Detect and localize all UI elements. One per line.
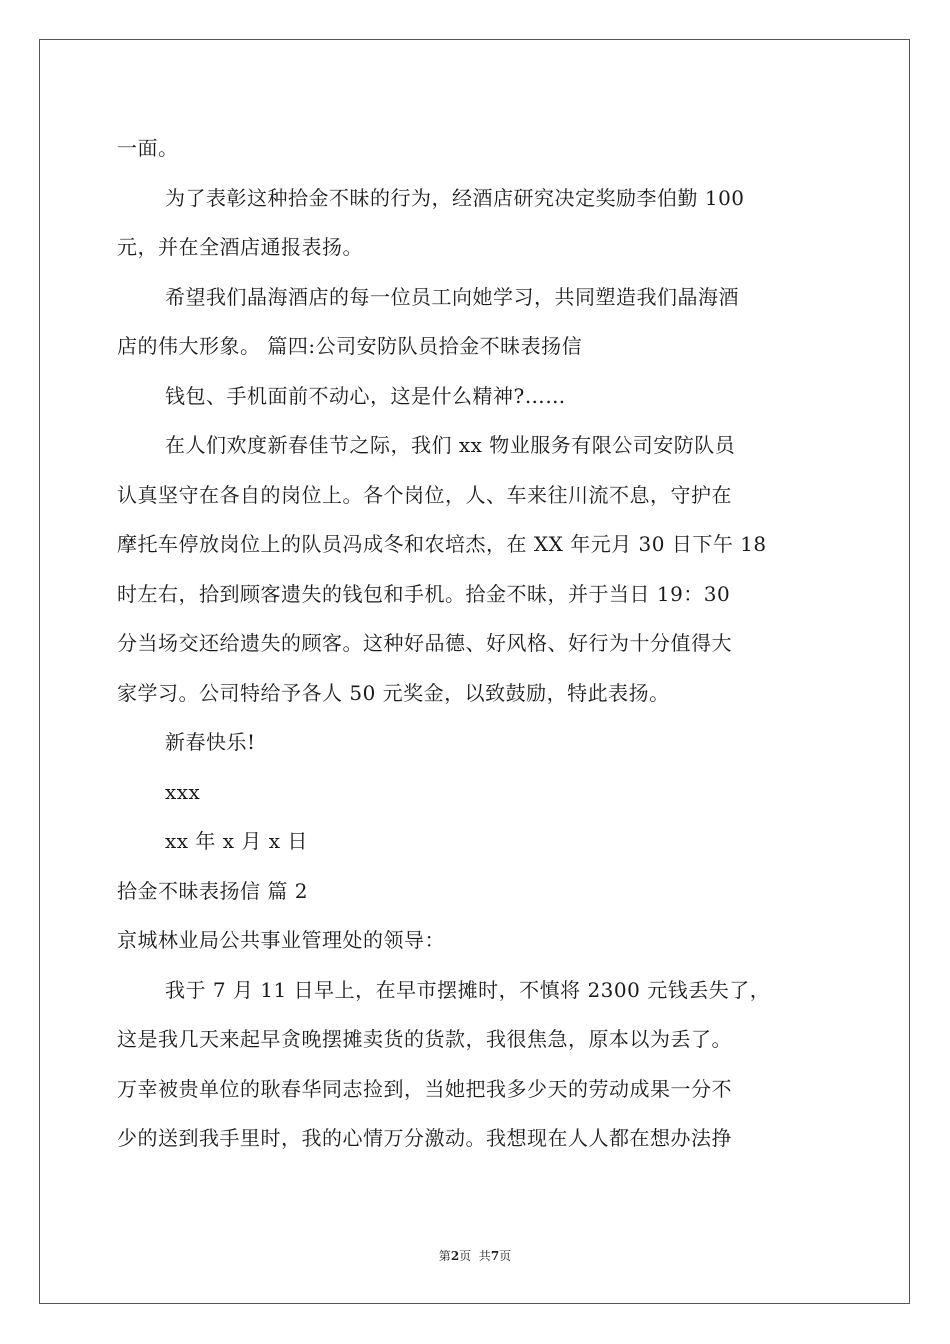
text-line: 分当场交还给遗失的顾客。这种好品德、好风格、好行为十分值得大: [117, 631, 732, 655]
text-line: 店的伟大形象。 篇四:公司安防队员拾金不昧表扬信: [117, 334, 583, 358]
text-line: 为了表彰这种拾金不昧的行为，经酒店研究决定奖励李伯勤 100: [165, 185, 745, 210]
text-line: 元，并在全酒店通报表扬。: [117, 235, 363, 259]
footer-total-pages: 7: [490, 1249, 500, 1263]
text-line: 新春快乐!: [165, 730, 256, 754]
footer-current-page: 2: [450, 1249, 460, 1263]
salutation: 京城林业局公共事业管理处的领导：: [117, 928, 445, 952]
text-line: 万幸被贵单位的耿春华同志捡到，当她把我多少天的劳动成果一分不: [117, 1076, 732, 1101]
text-line: 一面。: [117, 136, 179, 160]
text-line: xx 年 x 月 x 日: [165, 829, 308, 853]
page-footer: [0, 1247, 950, 1264]
text-line: 认真坚守在各自的岗位上。各个岗位，人、车来往川流不息，守护在: [117, 482, 732, 507]
text-line: 少的送到我手里时，我的心情万分激动。我想现在人人都在想办法挣: [117, 1126, 732, 1150]
text-line: xxx: [165, 779, 201, 804]
footer-suffix: 页: [499, 1249, 512, 1263]
text-line: 希望我们晶海酒店的每一位员工向她学习，共同塑造我们晶海酒: [165, 284, 739, 309]
text-line: 时左右，拾到顾客遗失的钱包和手机。拾金不昧，并于当日 19：30: [117, 581, 731, 606]
text-line: 摩托车停放岗位上的队员冯成冬和农培杰，在 XX 年元月 30 日下午 18: [117, 532, 767, 556]
document-body: [117, 124, 837, 1164]
text-line: 我于 7 月 11 日早上，在早市摆摊时，不慎将 2300 元钱丢失了，: [165, 977, 771, 1002]
text-line: 在人们欢度新春佳节之际，我们 xx 物业服务有限公司安防队员: [165, 433, 736, 457]
footer-prefix: 第: [438, 1249, 451, 1263]
section-heading: 拾金不昧表扬信 篇 2: [117, 878, 308, 903]
footer-middle: 页 共: [459, 1249, 491, 1263]
text-line: 钱包、手机面前不动心，这是什么精神?……: [165, 383, 566, 408]
text-line: 家学习。公司特给予各人 50 元奖金，以致鼓励，特此表扬。: [117, 680, 670, 705]
text-line: 这是我几天来起早贪晚摆摊卖货的货款，我很焦急，原本以为丢了。: [117, 1027, 732, 1051]
